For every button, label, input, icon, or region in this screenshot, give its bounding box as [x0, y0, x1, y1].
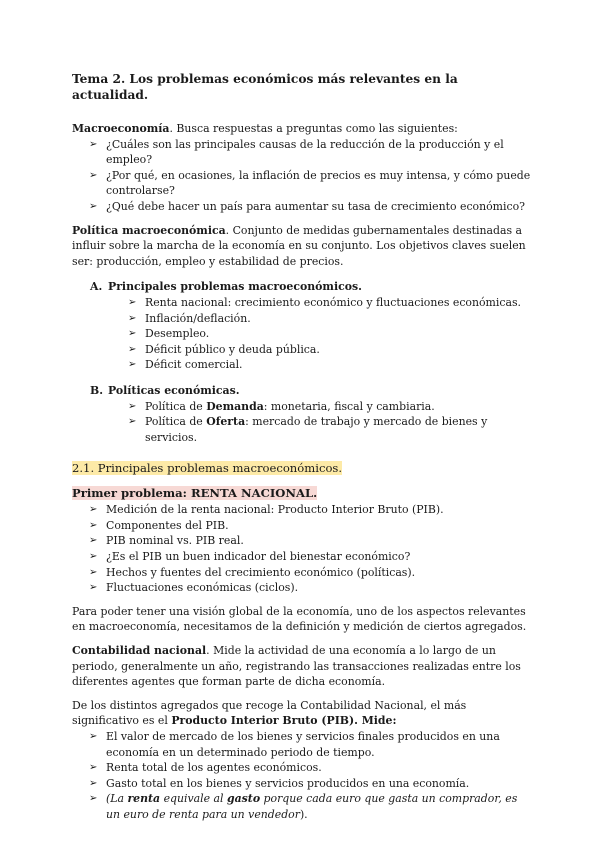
list-item: ➢ PIB nominal vs. PIB real.: [89, 533, 532, 549]
list-item: ➢ (La renta equivale al gasto porque cada euro que gasta un comprador, es un euro de renta para un vendedor).: [89, 791, 532, 822]
list-item: ➢ Fluctuaciones económicas (ciclos).: [89, 580, 532, 596]
pib-list: [72, 729, 532, 823]
list-item: ➢ ¿Es el PIB un buen indicador del bienestar económico?: [89, 549, 532, 565]
list-item: ➢ Déficit público y deuda pública.: [128, 342, 532, 358]
list-item: ➢ Déficit comercial.: [128, 357, 532, 373]
primer-problema-heading: Primer problema: RENTA NACIONAL.: [72, 486, 318, 501]
politica-paragraph: Política macroeconómica. Conjunto de medidas gubernamentales destinadas a influir sobre la marcha de la economía en su conjunto. Los objetivos claves suelen ser: producción, empleo y estabilidad de precios.: [72, 223, 526, 268]
list-item: ➢ Política de Oferta: mercado de trabajo y mercado de bienes y servicios.: [128, 414, 532, 445]
section-b: [72, 383, 532, 445]
list-item: ➢ ¿Qué debe hacer un país para aumentar su tasa de crecimiento económico?: [89, 199, 532, 215]
primer-list: [72, 502, 532, 596]
pib-paragraph: De los distintos agregados que recoge la Contabilidad Nacional, el más significativo es el Producto Interior Bruto (PIB). Mide:: [72, 698, 467, 728]
contabilidad-paragraph: Contabilidad nacional. Mide la actividad de una economía a lo largo de un periodo, generalmente un año, registrando las transacciones realizadas entre los diferentes agentes que forman parte de dicha economía.: [72, 644, 521, 689]
politica-term: Política macroeconómica: [72, 223, 226, 237]
list-item: ➢ Gasto total en los bienes y servicios producidos en una economía.: [89, 776, 532, 792]
macro-paragraph: Macroeconomía. Busca respuestas a preguntas como las siguientes:: [72, 122, 458, 135]
section-a-heading: A. Principales problemas macroeconómicos.: [90, 280, 362, 294]
document-page: [72, 60, 532, 823]
vision-paragraph: Para poder tener una visión global de la economía, uno de los aspectos relevantes en macroeconomía, necesitamos de la definición y medición de ciertos agregados.: [72, 604, 527, 634]
list-item: ➢ El valor de mercado de los bienes y servicios finales producidos en una economía en un determinado periodo de tiempo.: [89, 729, 532, 760]
list-item: ➢ Hechos y fuentes del crecimiento económico (políticas).: [89, 565, 532, 581]
section-heading-2-1: 2.1. Principales problemas macroeconómicos.: [72, 461, 343, 476]
list-item: ➢ Medición de la renta nacional: Producto Interior Bruto (PIB).: [89, 502, 532, 518]
contabilidad-term: Contabilidad nacional: [72, 644, 207, 658]
list-item: ➢ Desempleo.: [128, 326, 532, 342]
document-title: Tema 2. Los problemas económicos más relevantes en la actualidad.: [72, 72, 458, 102]
list-item: ➢ Inflación/deflación.: [128, 311, 532, 327]
list-item: ➢ ¿Cuáles son las principales causas de la reducción de la producción y el empleo?: [89, 137, 532, 168]
section-b-heading: B. Políticas económicas.: [90, 383, 240, 397]
section-a: [72, 279, 532, 373]
macro-term: Macroeconomía: [72, 122, 170, 135]
list-item: ➢ ¿Por qué, en ocasiones, la inflación de precios es muy intensa, y cómo puede controlarse?: [89, 168, 532, 199]
list-item: ➢ Componentes del PIB.: [89, 518, 532, 534]
macro-list: [72, 137, 532, 215]
list-item: ➢ Renta nacional: crecimiento económico y fluctuaciones económicas.: [128, 295, 532, 311]
section-b-list: [72, 399, 532, 446]
list-item: ➢ Política de Demanda: monetaria, fiscal y cambiaria.: [128, 399, 532, 415]
section-a-list: [72, 295, 532, 373]
list-item: ➢ Renta total de los agentes económicos.: [89, 760, 532, 776]
